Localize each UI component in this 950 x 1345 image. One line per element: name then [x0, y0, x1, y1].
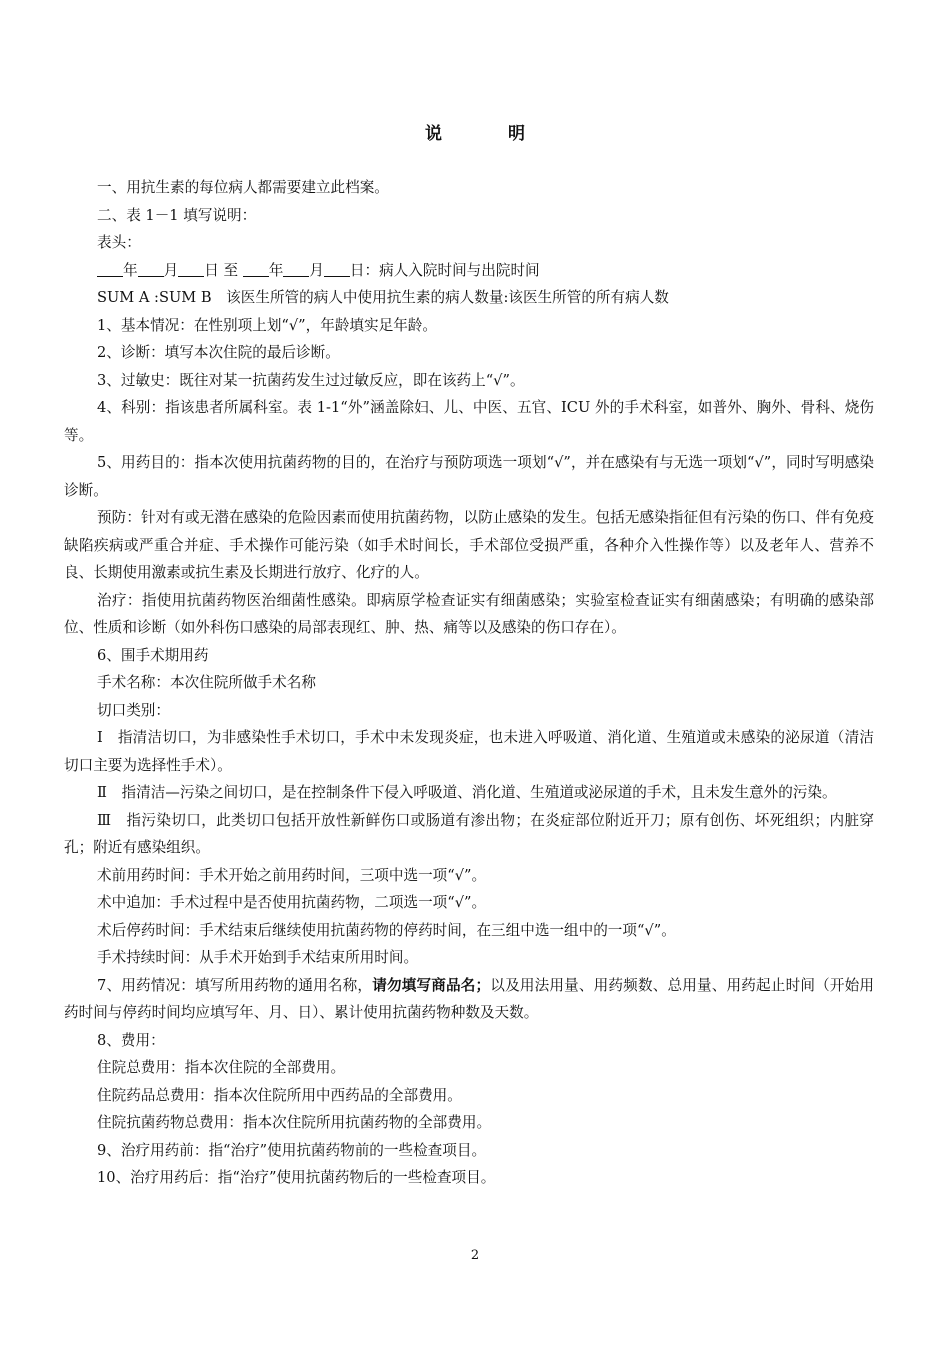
- paragraph: 住院药品总费用：指本次住院所用中西药品的全部费用。: [97, 1086, 462, 1104]
- paragraph: 6、围手术期用药: [97, 646, 209, 664]
- paragraph: 10、治疗用药后：指“治疗”使用抗菌药物后的一些检查项目。: [97, 1169, 496, 1186]
- blank-underline: [138, 261, 164, 277]
- text: 至: [218, 261, 243, 279]
- text: 7、用药情况：填写所用药物的通用名称，: [97, 976, 373, 994]
- paragraph: 手术持续时间：从手术开始到手术结束所用时间。: [97, 949, 419, 966]
- paragraph: 术前用药时间：手术开始之前用药时间，三项中选一项“√”。: [97, 866, 487, 884]
- paragraph: 术后停药时间：手术结束后继续使用抗菌药物的停药时间，在三组中选一组中的一项“√”。: [97, 921, 676, 939]
- document-body: [64, 174, 874, 1192]
- blank-underline: [324, 261, 350, 277]
- text: 年: [268, 261, 284, 279]
- paragraph: 表头：: [97, 234, 141, 251]
- paragraph: 预防：针对有或无潜在感染的危险因素而使用抗菌药物，以防止感染的发生。包括无感染指征但有污染的伤口、伴有免疫缺陷疾病或严重合并症、手术操作可能污染（如手术时间长，手术部位受损严重，各种介入性操作等）以及老年人、营养不良、长期使用激素或抗生素及长期进行放疗、化疗的人。: [64, 509, 874, 581]
- blank-underline: [243, 261, 269, 277]
- paragraph: 2、诊断：填写本次住院的最后诊断。: [97, 344, 340, 361]
- paragraph: 1、基本情况：在性别项上划“√”，年龄填实足年龄。: [97, 316, 437, 334]
- paragraph: 术中追加：手术过程中是否使用抗菌药物，二项选一项“√”。: [97, 894, 487, 911]
- bold-warning: 请勿填写商品名；: [372, 976, 491, 994]
- text: 年: [123, 261, 138, 279]
- paragraph: 9、治疗用药前：指“治疗”使用抗菌药物前的一些检查项目。: [97, 1141, 487, 1159]
- paragraph: Ⅲ 指污染切口，此类切口包括开放性新鲜伤口或肠道有渗出物；在炎症部位附近开刀；原有创伤、坏死组织；内脏穿孔；附近有感染组织。: [64, 811, 874, 856]
- paragraph: 手术名称：本次住院所做手术名称: [97, 674, 316, 691]
- page-number: 2: [470, 1248, 480, 1263]
- paragraph: Ⅱ 指清洁—污染之间切口，是在控制条件下侵入呼吸道、消化道、生殖道或泌尿道的手术，且未发生意外的污染。: [97, 784, 837, 801]
- paragraph: 治疗：指使用抗菌药物医治细菌性感染。即病原学检查证实有细菌感染；实验室检查证实有细菌感染；有明确的感染部位、性质和诊断（如外科伤口感染的局部表现红、肿、热、痛等以及感染的伤口存在）。: [64, 591, 874, 636]
- paragraph: 8、费用：: [97, 1031, 165, 1049]
- blank-underline: [283, 261, 309, 277]
- paragraph: 二、表 1－1 填写说明：: [97, 206, 257, 224]
- blank-underline: [97, 261, 123, 277]
- date-range-line: [64, 257, 874, 285]
- paragraph: 一、用抗生素的每位病人都需要建立此档案。: [97, 179, 389, 196]
- paragraph: Ⅰ 指清洁切口，为非感染性手术切口，手术中未发现炎症，也未进入呼吸道、消化道、生殖道或未感染的泌尿道（清洁切口主要为选择性手术）。: [64, 729, 874, 774]
- paragraph: 切口类别：: [97, 701, 170, 719]
- paragraph: SUM A :SUM B 该医生所管的病人中使用抗生素的病人数量:该医生所管的所有病人数: [97, 289, 669, 306]
- paragraph: 3、过敏史：既往对某一抗菌药发生过过敏反应，即在该药上“√”。: [97, 371, 525, 389]
- text: 日：病人入院时间与出院时间: [349, 261, 540, 279]
- paragraph: 5、用药目的：指本次使用抗菌药物的目的，在治疗与预防项选一项划“√”，并在感染有与无选一项划“√”，同时写明感染诊断。: [64, 454, 874, 499]
- paragraph: 住院总费用：指本次住院的全部费用。: [97, 1059, 346, 1076]
- paragraph: 住院抗菌药物总费用：指本次住院所用抗菌药物的全部费用。: [97, 1114, 492, 1131]
- text: 日: [204, 261, 219, 279]
- text: 以及用法用量、用药频数、总用量、用药起止时间（开始用药时间与停药时间均应填写年、月、日）、累计使用抗菌药物种数及天数。: [64, 976, 874, 1021]
- page-title: 说 明: [425, 124, 555, 144]
- text: 月: [163, 261, 179, 279]
- paragraph: 4、科别：指该患者所属科室。表 1-1“外”涵盖除妇、儿、中医、五官、ICU 外的手术科室，如普外、胸外、骨科、烧伤等。: [64, 399, 874, 444]
- blank-underline: [178, 261, 204, 277]
- paragraph: [64, 972, 874, 1027]
- text: 月: [309, 261, 324, 279]
